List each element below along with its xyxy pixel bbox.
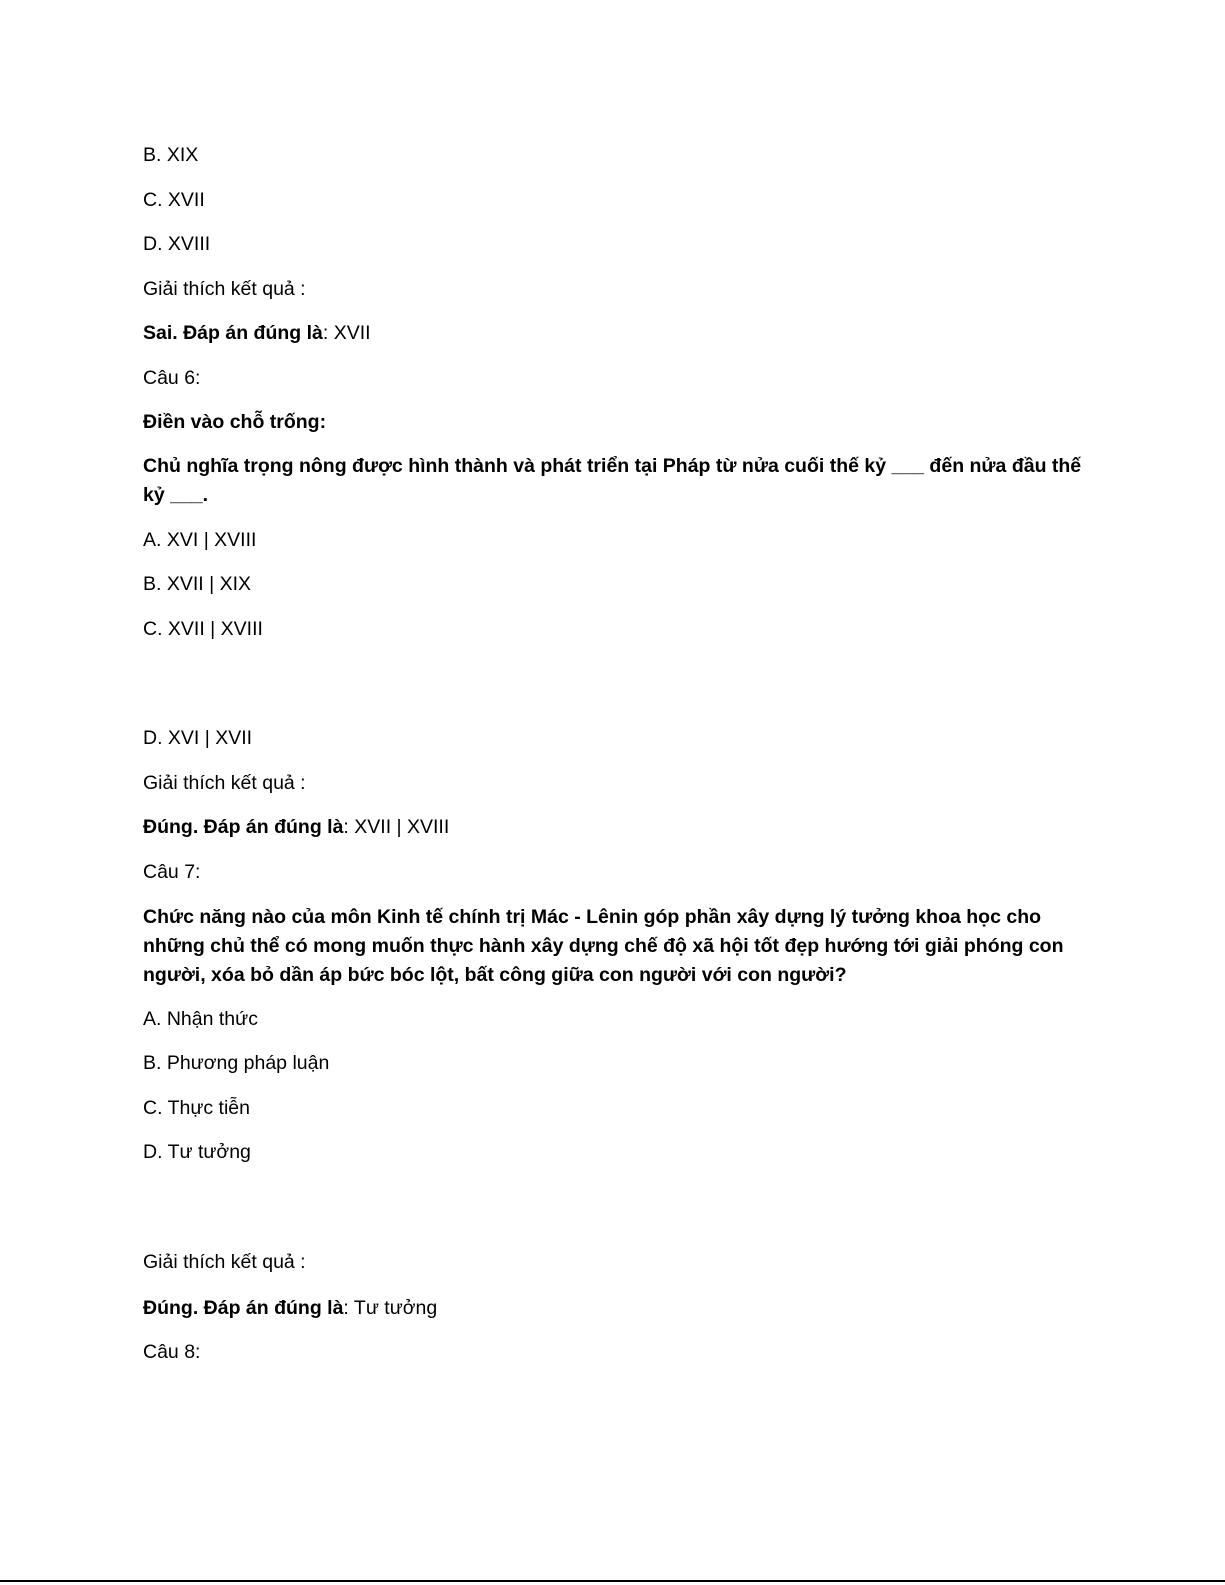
- option-c-q6: C. XVII | XVIII: [143, 618, 263, 640]
- option-b-q6: B. XVII | XIX: [143, 573, 252, 595]
- result-answer: : XVII | XVIII: [343, 816, 450, 838]
- option-a-q6: A. XVI | XVIII: [143, 529, 257, 551]
- page-bottom-border: [0, 1580, 1225, 1582]
- option-c-q7: C. Thực tiễn: [143, 1097, 250, 1119]
- result-q7: [143, 1294, 1083, 1323]
- result-q6: [143, 813, 1083, 842]
- option-b-q7: B. Phương pháp luận: [143, 1052, 330, 1074]
- option-b-q5: B. XIX: [143, 144, 199, 166]
- explanation-heading-q6: Giải thích kết quả :: [143, 772, 306, 794]
- result-verdict: Đúng. Đáp án đúng là: [143, 1297, 344, 1319]
- explanation-heading-q5: Giải thích kết quả :: [143, 278, 306, 300]
- option-a-q7: A. Nhận thức: [143, 1008, 258, 1030]
- question-6-label: Câu 6:: [143, 367, 201, 389]
- question-7-text: Chức năng nào của môn Kinh tế chính trị Mác - Lênin góp phần xây dựng lý tưởng khoa học cho những chủ thể có mong muốn thực hành xây dựng chế độ xã hội tốt đẹp hướng tới giải phóng con người, xóa bỏ dần áp bức bóc lột, bất công giữa con người với con người?: [143, 906, 1064, 986]
- question-7-label: Câu 7:: [143, 861, 201, 883]
- question-6-text: Chủ nghĩa trọng nông được hình thành và phát triển tại Pháp từ nửa cuối thế kỷ ___ đến nửa đầu thế kỷ ___.: [143, 455, 1082, 506]
- result-verdict: Sai. Đáp án đúng là: [143, 322, 323, 344]
- result-answer: : XVII: [322, 322, 371, 344]
- question-8-label: Câu 8:: [143, 1341, 201, 1363]
- option-d-q6: D. XVI | XVII: [143, 727, 253, 749]
- result-q5: [143, 319, 1083, 348]
- option-d-q5: D. XVIII: [143, 233, 211, 255]
- question-6-instruction: Điền vào chỗ trống:: [143, 411, 327, 433]
- explanation-heading-q7: Giải thích kết quả :: [143, 1251, 306, 1273]
- result-answer: : Tư tưởng: [343, 1297, 438, 1319]
- option-d-q7: D. Tư tưởng: [143, 1141, 251, 1163]
- option-c-q5: C. XVII: [143, 189, 205, 211]
- result-verdict: Đúng. Đáp án đúng là: [143, 816, 344, 838]
